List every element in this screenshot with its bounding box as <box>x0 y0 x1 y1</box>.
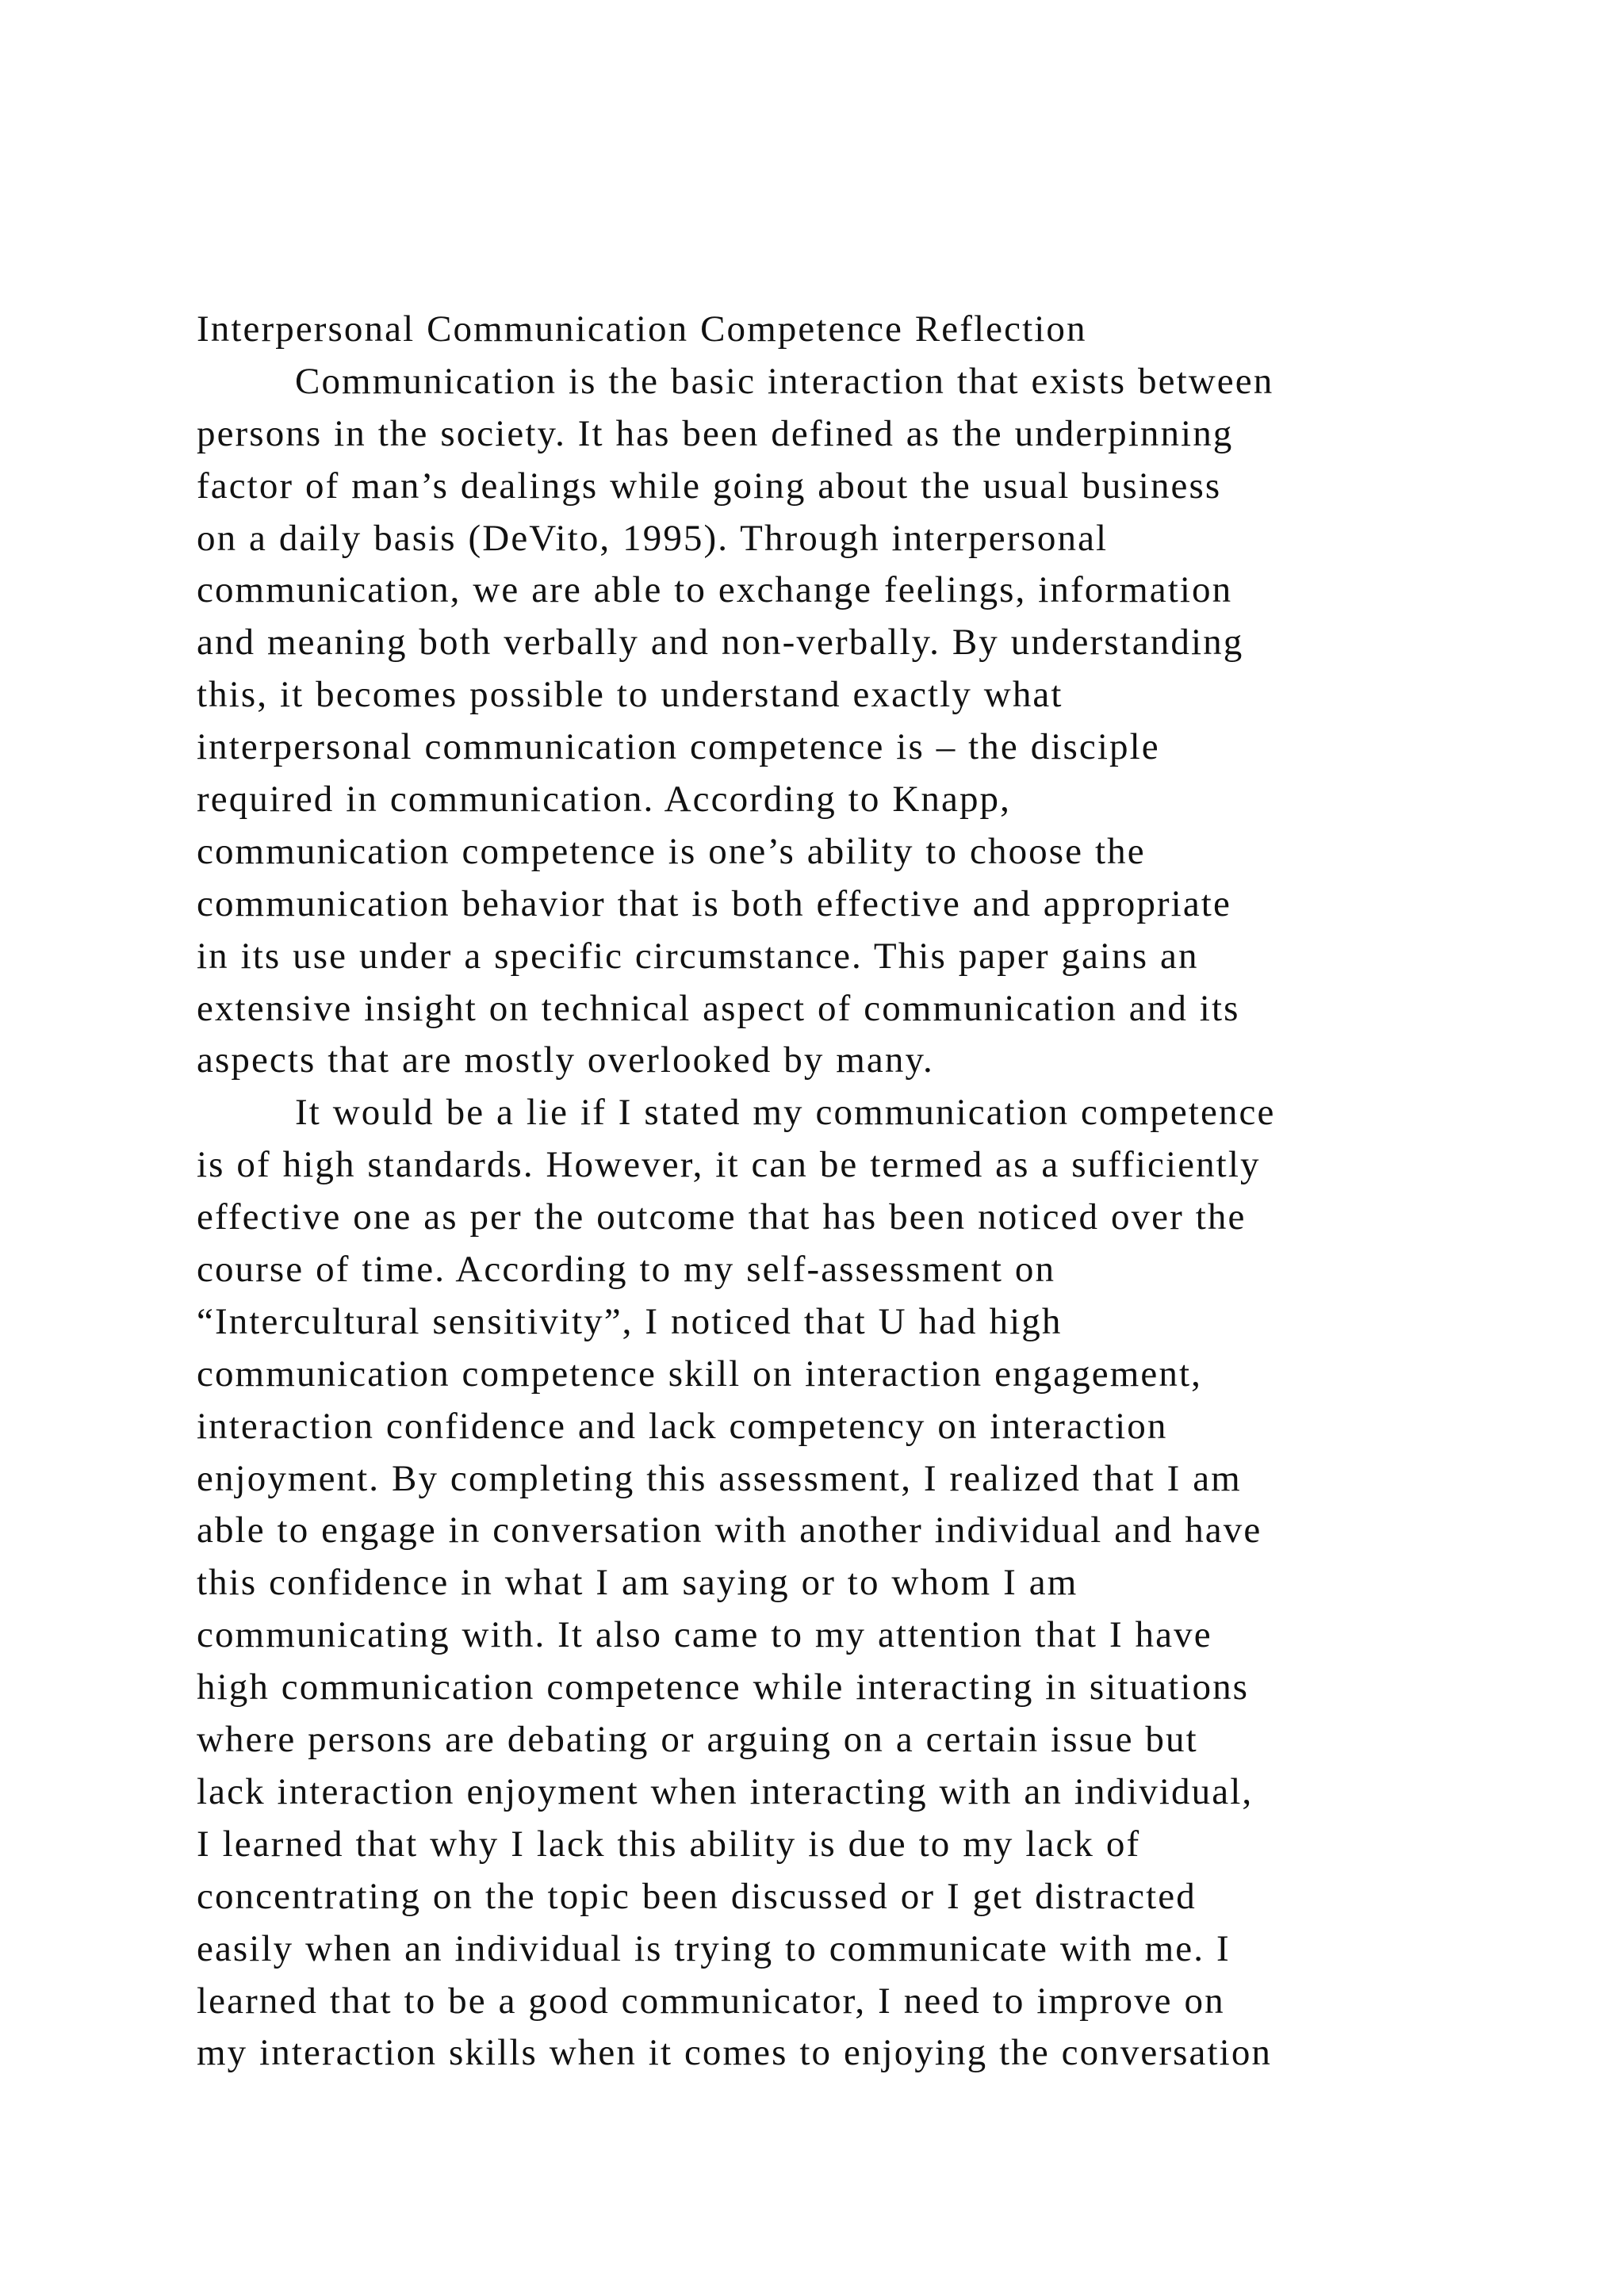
paragraph-2 <box>197 1087 1545 2080</box>
document-body <box>197 304 1545 2080</box>
text-line: course of time. According to my self-assessment on <box>197 1249 1056 1291</box>
text-line: able to engage in conversation with another individual and have <box>197 1510 1262 1552</box>
text-line: communication behavior that is both effective and appropriate <box>197 882 1231 924</box>
text-line: where persons are debating or arguing on a certain issue but <box>197 1719 1198 1761</box>
text-line: this, it becomes possible to understand exactly what <box>197 674 1063 716</box>
text-line: high communication competence while interacting in situations <box>197 1667 1250 1709</box>
text-line: persons in the society. It has been defined as the underpinning <box>197 412 1234 454</box>
text-line: on a daily basis (DeVito, 1995). Through interpersonal <box>197 517 1109 559</box>
text-line: required in communication. According to Knapp, <box>197 779 1012 821</box>
text-line: communicating with. It also came to my attention that I have <box>197 1614 1212 1656</box>
text-line: this confidence in what I am saying or to whom I am <box>197 1562 1078 1604</box>
text-line: interaction confidence and lack competency on interaction <box>197 1405 1168 1447</box>
text-line: easily when an individual is trying to communicate with me. I <box>197 1927 1231 1969</box>
text-line: learned that to be a good communicator, I need to improve on <box>197 1980 1225 2022</box>
text-line: is of high standards. However, it can be termed as a sufficiently <box>197 1144 1261 1186</box>
text-line: It would be a lie if I stated my communication competence <box>295 1092 1276 1134</box>
text-line: aspects that are mostly overlooked by many. <box>197 1039 934 1081</box>
text-line: communication competence is one’s ability to choose the <box>197 830 1146 872</box>
text-line: extensive insight on technical aspect of communication and its <box>197 987 1240 1029</box>
text-line: communication, we are able to exchange feelings, information <box>197 569 1233 611</box>
text-line: and meaning both verbally and non-verbally. By understanding <box>197 622 1244 664</box>
paragraph-1 <box>197 356 1545 1087</box>
text-line: interpersonal communication competence is – the disciple <box>197 726 1160 768</box>
text-line: factor of man’s dealings while going about the usual business <box>197 465 1222 507</box>
text-line: enjoyment. By completing this assessment, I realized that I am <box>197 1457 1242 1499</box>
text-line: Communication is the basic interaction that exists between <box>295 360 1274 402</box>
text-line: I learned that why I lack this ability is due to my lack of <box>197 1823 1141 1865</box>
document-title: Interpersonal Communication Competence Reflection <box>197 308 1087 350</box>
text-line: concentrating on the topic been discussed or I get distracted <box>197 1875 1197 1917</box>
text-line: communication competence skill on interaction engagement, <box>197 1353 1202 1395</box>
text-line: in its use under a specific circumstance. This paper gains an <box>197 935 1199 977</box>
text-line: effective one as per the outcome that has been noticed over the <box>197 1196 1247 1238</box>
text-line: lack interaction enjoyment when interacting with an individual, <box>197 1770 1254 1812</box>
text-line: my interaction skills when it comes to enjoying the conversation <box>197 2032 1273 2074</box>
text-line: “Intercultural sensitivity”, I noticed that U had high <box>197 1300 1063 1342</box>
